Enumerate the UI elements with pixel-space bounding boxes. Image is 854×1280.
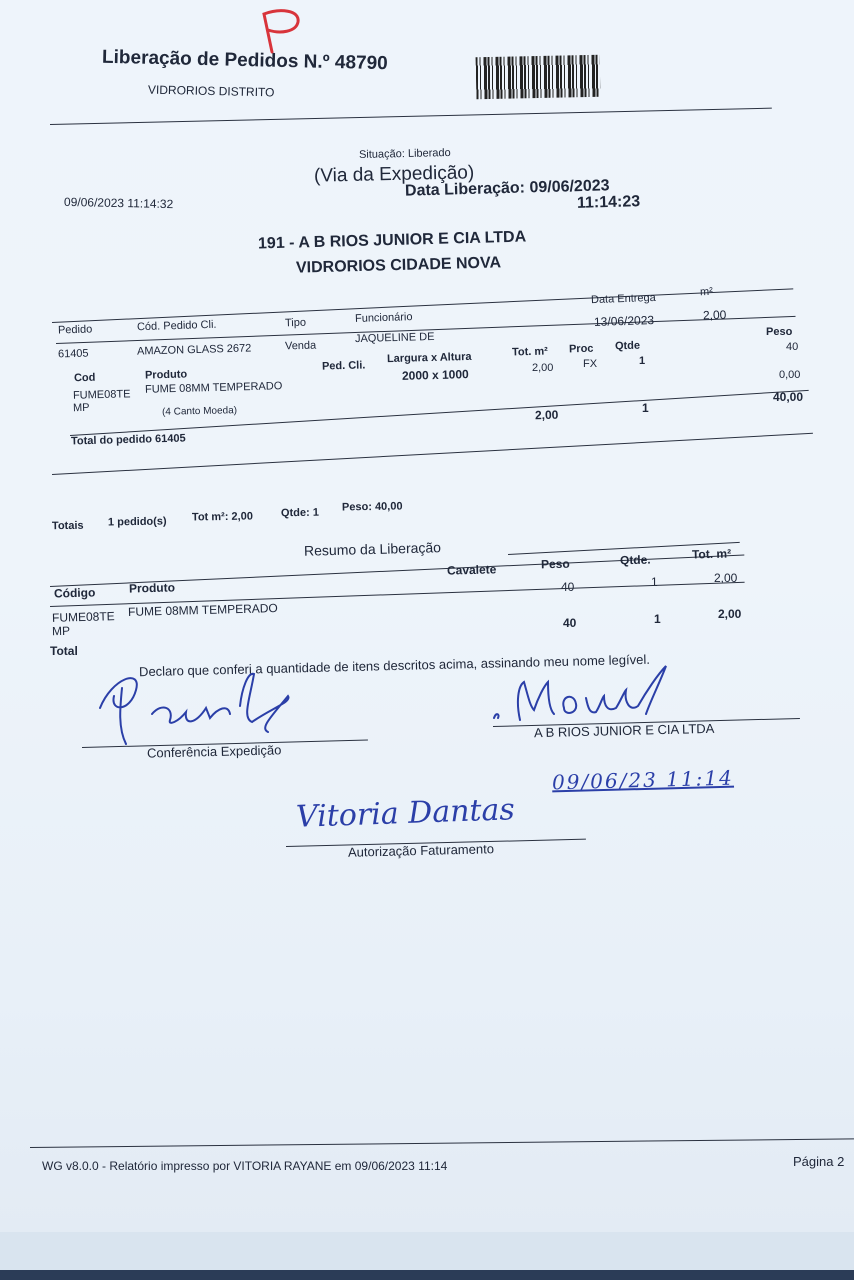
cell-item-cod-2: MP	[72, 401, 90, 415]
totals-qtde: Qtde: 1	[280, 506, 320, 520]
summary-col-codigo: Código	[53, 585, 96, 601]
summary-col-produto: Produto	[128, 580, 176, 596]
company-signature	[490, 662, 680, 724]
summary-col-peso: Peso	[540, 556, 570, 572]
summary-title: Resumo da Liberação	[303, 539, 442, 559]
client-name: 191 - A B RIOS JUNIOR E CIA LTDA	[257, 228, 527, 253]
summary-col-tot-m2: Tot. m²	[691, 546, 732, 562]
status-text: Situação: Liberado	[358, 147, 451, 161]
summary-cell-codigo-1: FUME08TE	[51, 609, 115, 625]
col-largura-altura: Largura x Altura	[386, 350, 472, 366]
page-subtitle: VIDRORIOS DISTRITO	[147, 82, 275, 100]
handwritten-date: 09/06/23 11:14	[551, 765, 735, 795]
handwritten-p-mark	[250, 6, 306, 56]
client-store: VIDRORIOS CIDADE NOVA	[295, 254, 502, 277]
summary-cell-peso: 40	[561, 580, 575, 594]
autorizacao-signature: Vitoria Dantas	[295, 792, 516, 835]
release-date: Data Liberação: 09/06/2023	[404, 177, 610, 200]
cell-item-peso: 0,00	[779, 369, 801, 381]
cell-m2: 2,00	[702, 307, 727, 323]
col-proc: Proc	[568, 342, 594, 356]
cell-dimensions: 2000 x 1000	[401, 367, 469, 383]
cell-data-entrega: 13/06/2023	[593, 313, 655, 329]
release-time: 11:14:23	[576, 193, 641, 212]
cell-peso: 40	[786, 341, 799, 353]
footer-line	[30, 1138, 854, 1148]
col-qtde: Qtde	[614, 339, 641, 353]
summary-total-label: Total	[50, 644, 78, 658]
col-tipo: Tipo	[284, 316, 307, 330]
col-tot-m2: Tot. m²	[511, 345, 548, 359]
cell-item-note: (4 Canto Moeda)	[161, 405, 238, 418]
conferencia-signature	[92, 668, 312, 748]
cell-tipo: Venda	[284, 339, 317, 353]
footer-printed-by: WG v8.0.0 - Relatório impresso por VITORIA RAYANE em 09/06/2023 11:14	[42, 1159, 448, 1173]
summary-total-qtde: 1	[654, 612, 661, 626]
copy-label: (Via da Expedição)	[313, 162, 475, 187]
col-cod-pedido-cli: Cód. Pedido Cli.	[136, 318, 217, 334]
cell-qtde: 1	[639, 355, 646, 367]
summary-cell-qtde: 1	[651, 575, 658, 589]
cell-item-produto: FUME 08MM TEMPERADO	[144, 380, 283, 396]
totals-m2: Tot m²: 2,00	[191, 510, 254, 524]
cell-tot-m2: 2,00	[532, 362, 554, 374]
cell-cod-pedido-cli: AMAZON GLASS 2672	[136, 342, 252, 358]
order-total-qtde: 1	[642, 401, 649, 415]
col-m2: m²	[699, 285, 714, 299]
order-total-label: Total do pedido 61405	[70, 432, 186, 448]
order-total-peso: 40,00	[773, 390, 804, 404]
page-title: Liberação de Pedidos N.º 48790	[101, 46, 388, 75]
cell-proc: FX	[583, 358, 598, 370]
company-label: A B RIOS JUNIOR E CIA LTDA	[533, 720, 715, 741]
col-ped-cli: Ped. Cli.	[321, 359, 366, 373]
autorizacao-label: Autorização Faturamento	[347, 841, 495, 860]
cell-item-cod-1: FUME08TE	[72, 388, 131, 402]
totals-label: Totais	[51, 519, 84, 533]
print-datetime: 09/06/2023 11:14:32	[63, 194, 174, 212]
footer-page-number: Página 2	[793, 1154, 845, 1169]
col-pedido: Pedido	[57, 323, 93, 337]
header-divider	[50, 108, 772, 125]
summary-cell-codigo-2: MP	[51, 623, 71, 639]
col-data-entrega: Data Entrega	[590, 291, 657, 307]
declaration-text: Declaro que conferi a quantidade de itens descritos acima, assinando meu nome legível.	[138, 651, 651, 680]
summary-cell-produto: FUME 08MM TEMPERADO	[127, 601, 278, 619]
order-top-line	[52, 285, 793, 323]
summary-cell-tot-m2: 2,00	[714, 571, 738, 585]
barcode	[476, 55, 601, 100]
totals-peso: Peso: 40,00	[341, 500, 403, 514]
col-cod: Cod	[73, 371, 96, 385]
col-peso: Peso	[766, 326, 793, 338]
summary-total-peso: 40	[563, 616, 577, 630]
col-produto: Produto	[144, 368, 188, 382]
summary-col-cavalete: Cavalete	[446, 562, 497, 578]
summary-col-qtde: Qtde.	[619, 552, 651, 568]
col-funcionario: Funcionário	[354, 311, 413, 325]
order-total-m2: 2,00	[534, 407, 559, 423]
cell-funcionario: JAQUELINE DE	[354, 330, 435, 346]
totals-pedidos: 1 pedido(s)	[107, 515, 167, 529]
summary-total-m2: 2,00	[718, 607, 742, 621]
cell-pedido: 61405	[57, 347, 89, 361]
conferencia-label: Conferência Expedição	[146, 742, 282, 761]
